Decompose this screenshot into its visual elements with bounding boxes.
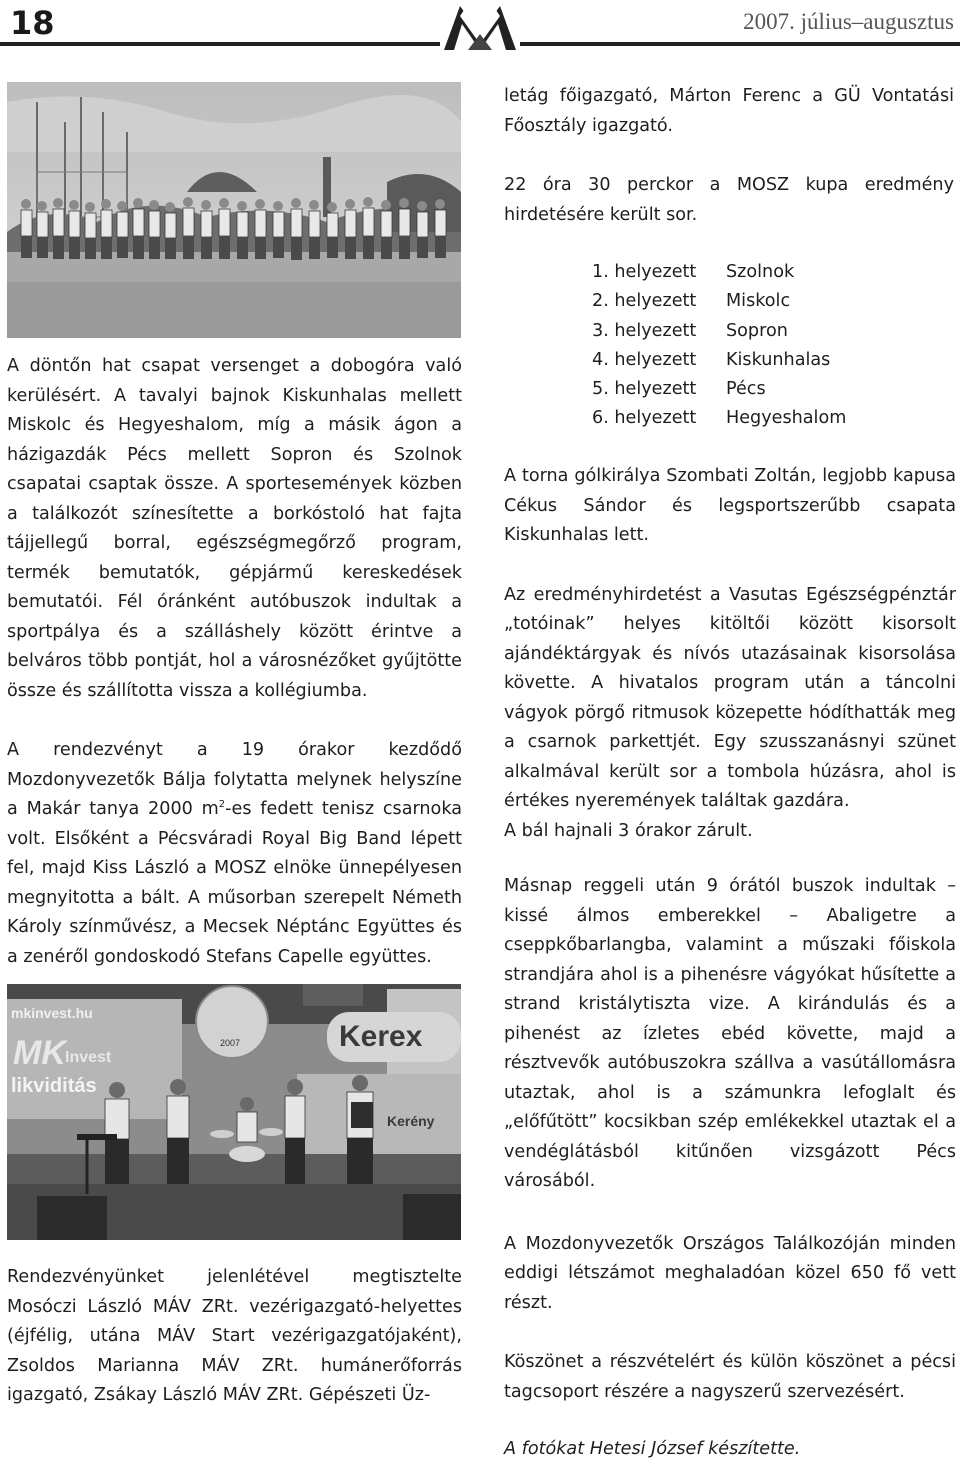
teams-lineup-image: [7, 82, 461, 338]
right-column-middle: [504, 462, 956, 846]
left-column-body: [7, 352, 462, 706]
standing-team: Pécs: [726, 379, 766, 400]
ball-text-before: A rendezvényt a 19 órakor kezdődő Mozdonyvezetők Bálja folytatta melynek helyszíne a Makár tanya 2000 m: [7, 740, 462, 819]
left-column-guests: [7, 1263, 462, 1411]
superscript-two: 2: [218, 799, 226, 811]
standing-rank: 3. helyezett: [592, 320, 697, 341]
paragraph-guests: Rendezvényünket jelenlétével megtisztelte Mosóczi László MÁV ZRt. vezérigazgató-helyettes (éjfélig, utána MÁV Start vezérigazgatójaként), Zsoldos Marianna MÁV ZRt. humánerőforrás igazgató, Zsákay László MÁV ZRt. Gépészeti Üz-: [7, 1267, 462, 1405]
left-column-ball: [7, 736, 462, 972]
header-rule-right: [520, 42, 960, 46]
photo-credit: A fotókat Hetesi József készítette.: [504, 1439, 801, 1459]
band-stage-image: [7, 984, 461, 1240]
paragraph-continuation: letág főigazgató, Márton Ferenc a GÜ Vontatási Főosztály igazgató.: [504, 86, 954, 136]
standing-rank: 1. helyezett: [592, 262, 697, 282]
standings-row: [592, 258, 846, 287]
standings-row: [592, 317, 846, 346]
paragraph-raffle: Az eredményhirdetést a Vasutas Egészségpénztár „totóinak” helyes kitöltői között kisorsolt ajándéktárgyak és nívós utazásainak kisorsolása követte. A hivatalos program után a táncolni vágyok pörgő ritmusok közepette hódíthatták meg a csarnok parkettjét. Egy szusszanásnyi szünet alkalmával került sor a tombola húzásra, ahol is értékes nyeremények találtak gazdára.: [504, 584, 956, 811]
standings-row: [592, 404, 846, 433]
right-column-top: [504, 82, 954, 230]
standing-team: Kiskunhalas: [726, 349, 831, 370]
banner-kerex: Kerex: [339, 1020, 423, 1053]
page-number: 18: [10, 4, 55, 42]
banner-mkinvest: mkinvest.hu: [11, 1005, 93, 1021]
standing-rank: 5. helyezett: [592, 379, 697, 400]
standing-team: Miskolc: [726, 291, 791, 312]
paragraph-next-day: Másnap reggeli után 9 órától buszok indultak – kissé álmos emberekkel – Abaligetre a cseppkőbarlangba, valamint a műszaki főiskola strandjára ahol is a pihenésre vágyókat hűsítette a strand kristálytiszta vize. A kirándulás és a pihenést az ízletes ebéd követte, majd a résztvevők autóbuszokra szállva a vasútállomásra utaztak, ahol is a számunkra lefoglalt és „előfűtött” kocsikban szép emlékekkel utaztak el a vendéglátásból kitűnően vizsgázott Pécs városából.: [504, 876, 956, 1191]
page-header: [0, 0, 960, 50]
paragraph-top-scorer: A torna gólkirálya Szombati Zoltán, legjobb kapusa Cékus Sándor és legsportszerűbb csapata Kiskunhalas lett.: [504, 466, 956, 545]
paragraph-final-teams: A döntőn hat csapat versenget a dobogóra való kerülésért. A tavalyi bajnok Kiskunhalas mellett Miskolc és Hegyeshalom, míg a másik ágon a házigazdák Pécs mellett Sopron és Szolnok csapatai csaptak össze. A sportesemények közben a találkozót színesítette a borkóstoló hat fajta tájjellegű borral, egészségmegőrző program, termék bemutatók, gépjármű kereskedések bemutatói. Fél óránként autóbuszok indultak a sportpálya és a szálláshely között érintve a belváros több pontját, hol a városnézőket gyűjtötte össze és szállította vissza a kollégiumba.: [7, 356, 462, 701]
issue-date: 2007. július–augusztus: [743, 9, 954, 34]
photo-band-stage: [7, 984, 461, 1240]
paragraph-ball-end: A bál hajnali 3 órakor zárult.: [504, 820, 753, 841]
photo-teams-lineup: [7, 82, 461, 338]
standing-team: Szolnok: [726, 262, 795, 282]
paragraph-thanks: Köszönet a részvételért és külön köszönet a pécsi tagcsoport részére a nagyszerű szervezésért.: [504, 1352, 956, 1402]
standings-row: [592, 375, 846, 404]
banner-invest: Invest: [65, 1049, 112, 1066]
standing-team: Sopron: [726, 320, 788, 341]
standing-team: Hegyeshalom: [726, 408, 847, 429]
magazine-logo: [438, 0, 522, 58]
ball-text-after: -es fedett tenisz csarnoka volt. Elsőként a Pécsváradi Royal Big Band lépett fel, majd Kiss László a MOSZ elnöke ünnepélyesen megnyitotta a bált. A műsorban szerepelt Németh Károly színművész, a Mecsek Néptánc Együttes és a zenéről gondoskodó Stefans Capelle együttes.: [7, 799, 462, 967]
standings-row: [592, 346, 846, 375]
standings-list: [592, 258, 846, 434]
header-rule-left: [0, 42, 440, 46]
banner-kerenyi: Kerény: [387, 1113, 435, 1129]
paragraph-results-intro: 22 óra 30 perckor a MOSZ kupa eredmény hirdetésére került sor.: [504, 175, 954, 225]
standing-rank: 4. helyezett: [592, 349, 697, 370]
banner-likviditas: likviditás: [11, 1075, 97, 1097]
paragraph-ball: [7, 736, 462, 972]
standing-rank: 6. helyezett: [592, 408, 697, 429]
standings-row: [592, 287, 846, 316]
paragraph-attendance: A Mozdonyvezetők Országos Találkozóján minden eddigi létszámot meghaladóan közel 650 fő vett részt.: [504, 1233, 956, 1313]
banner-year: 2007: [220, 1038, 241, 1048]
banner-mk: MK: [13, 1034, 66, 1072]
right-column-bottom: [504, 872, 956, 1465]
standing-rank: 2. helyezett: [592, 291, 697, 312]
